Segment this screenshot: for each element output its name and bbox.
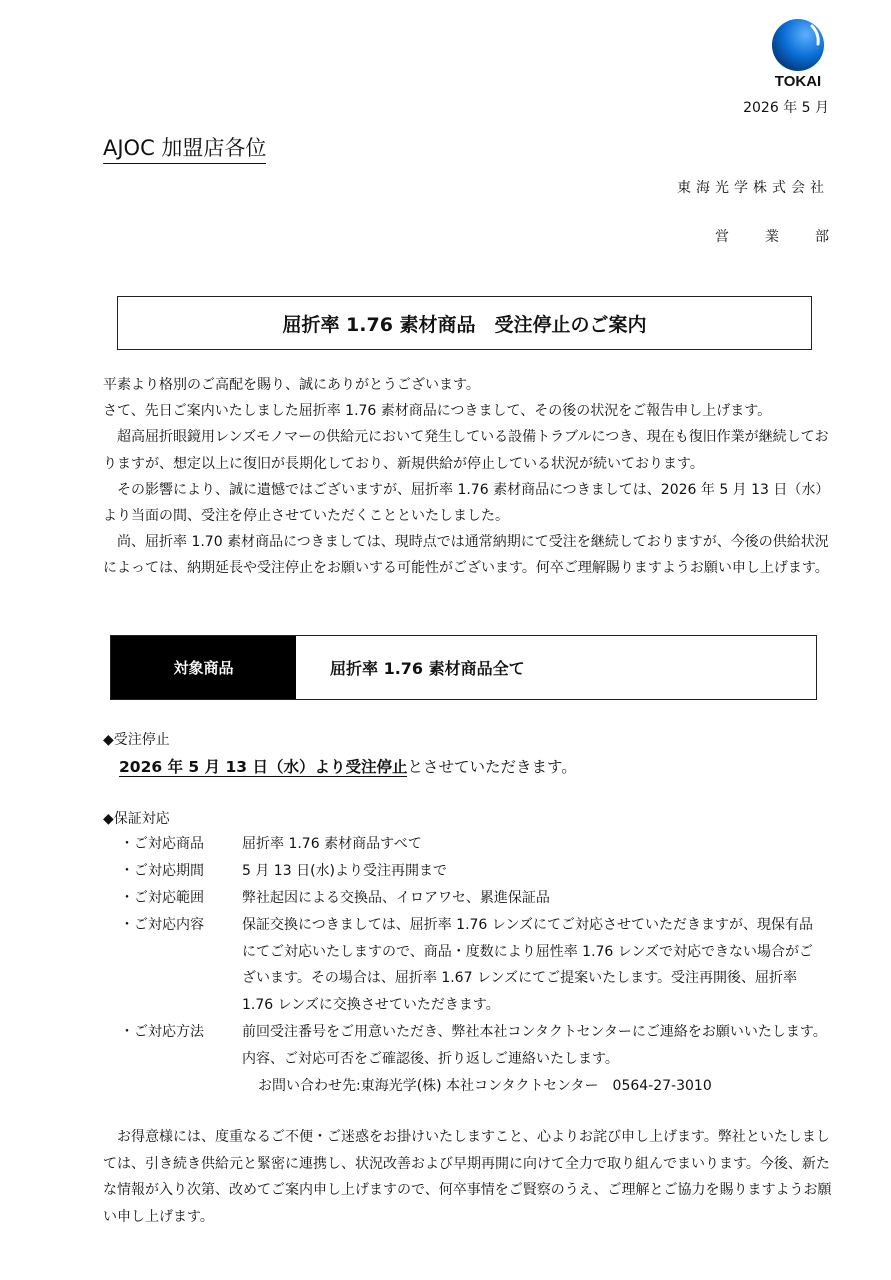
intro-body	[103, 372, 833, 582]
target-product-header: 対象商品	[111, 636, 296, 699]
stop-statement	[119, 755, 577, 777]
target-product-value: 屈折率 1.76 素材商品全て	[330, 659, 525, 678]
dept-char: 営	[715, 229, 729, 245]
intro-paragraph: その影響により、誠に遺憾ではございますが、屈折率 1.76 素材商品につきましては、2026 年 5 月 13 日（水）より当面の間、受注を停止させていただくことといたしました。	[103, 481, 830, 525]
warranty-heading: ◆保証対応	[103, 811, 170, 827]
recipient: AJOC 加盟店各位	[103, 134, 266, 164]
stop-rest: とさせていただきます。	[407, 758, 577, 776]
sender-company: 東海光学株式会社	[677, 180, 829, 196]
target-product-table	[110, 635, 817, 700]
document-date: 2026 年 5 月	[743, 100, 829, 116]
intro-paragraph: 平素より格別のご高配を賜り、誠にありがとうございます。	[103, 377, 480, 393]
stop-date-emphasis: 2026 年 5 月 13 日（水）より受注停止	[119, 758, 408, 776]
notice-title: 屈折率 1.76 素材商品 受注停止のご案内	[117, 296, 812, 350]
sender-department	[715, 226, 829, 246]
warranty-value: 保証交換につきましては、屈折率 1.76 レンズにてご対応させていただきますが、現保有品にてご対応いたしますので、商品・度数により屈性率 1.76 レンズで対応できない場合がございます。その場合は、屈折率 1.67 レンズにてご提案いたします。受注再開後、屈折率 1.76 レンズに交換させていただきます。	[242, 917, 814, 1013]
tokai-logo-icon	[768, 18, 828, 90]
intro-paragraph: さて、先日ご案内いたしました屈折率 1.76 素材商品につきまして、その後の状況をご報告申し上げます。	[103, 403, 772, 420]
warranty-row	[120, 885, 840, 912]
warranty-label: ・ご対応範囲	[120, 890, 204, 906]
warranty-value: 弊社起因による交換品、イロアワセ、累進保証品	[242, 890, 550, 906]
warranty-value: 5 月 13 日(水)より受注再開まで	[242, 863, 447, 879]
warranty-row	[120, 831, 840, 858]
warranty-row	[120, 912, 840, 1018]
intro-paragraph: 超高屈折眼鏡用レンズモノマーの供給元において発生している設備トラブルにつき、現在も復旧作業が継続しておりますが、想定以上に復旧が長期化しており、新規供給が停止している状況が続いております。	[103, 429, 829, 472]
logo-text: TOKAI	[774, 73, 822, 90]
tokai-logo	[768, 18, 828, 90]
contact-info: お問い合わせ先:東海光学(株) 本社コンタクトセンター 0564-27-3010	[258, 1078, 712, 1094]
closing-paragraph: お得意様には、度重なるご不便・ご迷惑をお掛けいたしますこと、心よりお詫び申し上げます。弊社といたしましては、引き続き供給元と緊密に連携し、状況改善および早期再開に向けて全力で取り組んでまいります。今後、新たな情報が入り次第、改めてご案内申し上げますので、何卒事情をご賢察のうえ、ご理解とご協力を賜りますようお願い申し上げます。	[103, 1129, 832, 1225]
dept-char: 部	[815, 229, 829, 245]
warranty-row	[120, 1019, 840, 1072]
intro-paragraph: 尚、屈折率 1.70 素材商品につきましては、現時点では通常納期にて受注を継続しておりますが、今後の供給状況によっては、納期延長や受注停止をお願いする可能性がございます。何卒ご理解賜りますようお願い申し上げます。	[103, 534, 829, 577]
warranty-label: ・ご対応方法	[120, 1024, 204, 1040]
warranty-label: ・ご対応期間	[120, 863, 204, 879]
stop-heading: ◆受注停止	[103, 732, 170, 748]
warranty-value: 屈折率 1.76 素材商品すべて	[242, 836, 422, 852]
warranty-label: ・ご対応内容	[120, 917, 204, 933]
closing-body	[103, 1124, 833, 1230]
warranty-value: 前回受注番号をご用意いただき、弊社本社コンタクトセンターにご連絡をお願いいたします。内容、ご対応可否をご確認後、折り返しご連絡いたします。	[242, 1024, 827, 1067]
warranty-row	[120, 858, 840, 885]
warranty-label: ・ご対応商品	[120, 836, 204, 852]
dept-char: 業	[765, 229, 779, 245]
